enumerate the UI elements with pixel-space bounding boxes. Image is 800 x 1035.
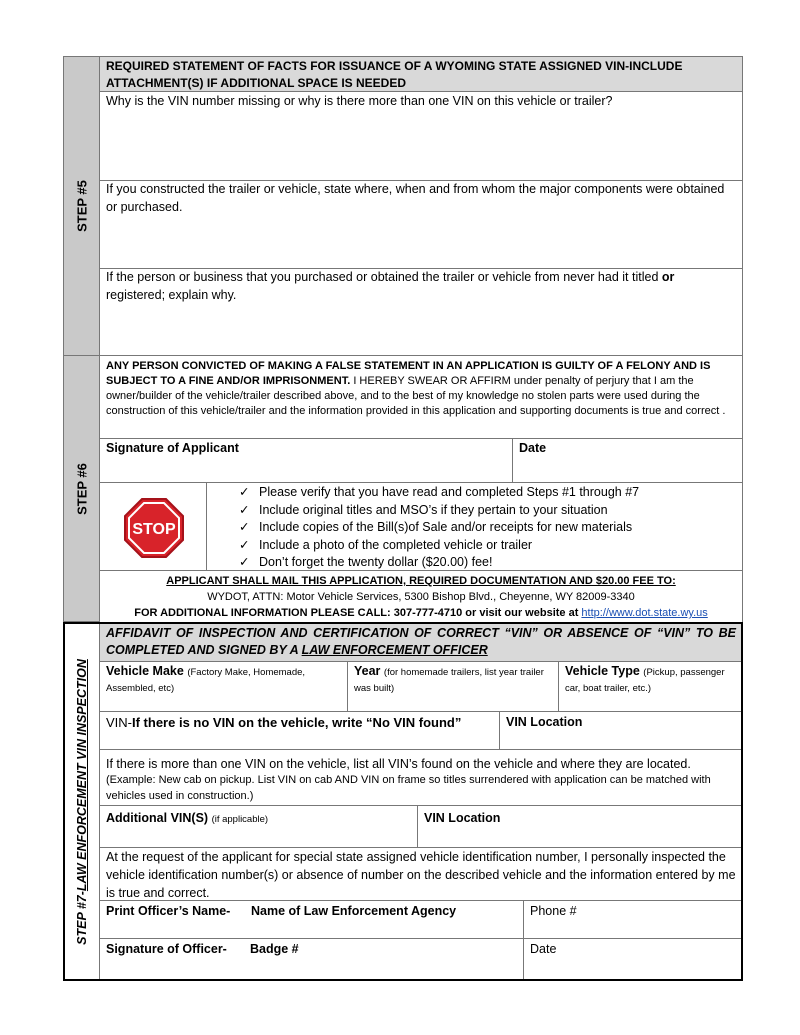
step7-label-underlined: LAW ENFORCEMENT VIN INSPECTION: [75, 658, 89, 891]
applicant-date-label: Date: [519, 441, 547, 455]
vin-location2-label: VIN Location: [424, 811, 501, 825]
checklist-item: [239, 536, 739, 554]
officer-date-field[interactable]: [524, 939, 741, 979]
print-officer-label: Print Officer’s Name-: [106, 904, 231, 918]
signature-officer-label: Signature of Officer-: [106, 942, 227, 956]
checklist-cell: [207, 483, 743, 571]
applicant-signature-field[interactable]: [100, 439, 513, 483]
vehicle-make-title: Vehicle Make: [106, 664, 184, 678]
check-icon: ✓: [239, 520, 250, 534]
vin-location-label: VIN Location: [506, 715, 583, 729]
additional-vins-note: (if applicable): [211, 814, 269, 825]
check-icon: ✓: [239, 502, 250, 517]
vehicle-type-title: Vehicle Type: [565, 664, 640, 678]
applicant-signature-label: Signature of Applicant: [106, 441, 239, 455]
step5-q3-pre: If the person or business that you purchased or obtained the trailer or vehicle from never had it titled: [106, 270, 662, 284]
affidavit-text: [106, 625, 736, 659]
checklist-item-text: Don’t forget the twenty dollar ($20.00) fee!: [259, 555, 493, 569]
multi-vin-example: (Example: New cab on pickup. List VIN on cab AND VIN on frame so titles surrendered with application can be matched with vehicles used in construction.): [106, 774, 711, 802]
affidavit-pre: AFFIDAVIT OF INSPECTION AND CERTIFICATION OF CORRECT “VIN” OR ABSENCE OF “VIN” TO BE COMPLETED AND SIGNED BY A: [106, 626, 736, 657]
step5-header-text: REQUIRED STATEMENT OF FACTS FOR ISSUANCE OF A WYOMING STATE ASSIGNED VIN-INCLUDE ATTACHMENT(S) IF ADDITIONAL SPACE IS NEEDED: [106, 59, 683, 90]
checklist-item: [239, 553, 739, 571]
certification-box: [100, 848, 741, 901]
mail-heading: APPLICANT SHALL MAIL THIS APPLICATION, REQUIRED DOCUMENTATION AND $20.00 FEE TO:: [166, 575, 676, 587]
info-text: FOR ADDITIONAL INFORMATION PLEASE CALL: 307-777-4710 or visit our website at: [134, 607, 582, 619]
vin-field[interactable]: [100, 712, 500, 750]
additional-vins-title: Additional VIN(S): [106, 811, 209, 825]
phone-field[interactable]: [524, 901, 741, 939]
mail-info-box: [100, 571, 743, 622]
step6-label: STEP #6: [74, 462, 89, 515]
officer-date-label: Date: [530, 942, 557, 956]
step5-header: [100, 56, 743, 92]
year-field[interactable]: [348, 662, 559, 712]
mail-address: WYDOT, ATTN: Motor Vehicle Services, 5300 Bishop Blvd., Cheyenne, WY 82009-3340: [207, 591, 635, 603]
step7-label: [75, 659, 89, 945]
checklist: [239, 483, 739, 571]
step5-q1-box[interactable]: [100, 92, 743, 181]
vin-label: [106, 714, 496, 732]
step5-q3-box[interactable]: [100, 269, 743, 356]
step6-warning: [106, 359, 736, 419]
affidavit-header: [100, 624, 741, 662]
vin-location-field[interactable]: [500, 712, 741, 750]
vin-prefix: VIN-: [106, 715, 132, 730]
additional-vins-label: [106, 809, 268, 827]
step5-q3-bold: or: [661, 270, 675, 284]
step7-label-pre: STEP #7-: [75, 890, 89, 945]
affidavit-link: LAW ENFORCEMENT OFFICER: [301, 643, 488, 657]
multi-vin-box: [100, 750, 741, 806]
year-title: Year: [354, 664, 381, 678]
applicant-date-field[interactable]: [513, 439, 743, 483]
step6-warning-box: [100, 356, 743, 439]
vehicle-type-note: (Pickup, passenger car, boat trailer, etc.): [565, 667, 725, 694]
step5-q2-box[interactable]: [100, 181, 743, 269]
vin-no-vin: If there is no VIN on the vehicle, write “No VIN found”: [132, 715, 462, 730]
year-note: (for homemade trailers, list year trailer was built): [354, 667, 544, 694]
officer-signature-field[interactable]: [100, 939, 524, 979]
vehicle-make-field[interactable]: [100, 662, 348, 712]
vehicle-make-label: [106, 662, 342, 696]
checklist-item: [239, 518, 739, 536]
officer-name-field[interactable]: [100, 901, 524, 939]
certification-text: At the request of the applicant for special state assigned vehicle identification number, I personally inspected the vehicle identification number(s) or absence of number on the described vehicle and the information entered by me is true and correct.: [106, 850, 736, 900]
check-icon: ✓: [239, 485, 250, 499]
checklist-item-text: Please verify that you have read and completed Steps #1 through #7: [259, 485, 640, 499]
step5-q2: If you constructed the trailer or vehicle, state where, when and from whom the major components were obtained or purchased.: [106, 182, 725, 214]
step5-label: STEP #5: [74, 180, 89, 232]
check-icon: ✓: [239, 537, 250, 552]
check-icon: ✓: [239, 555, 250, 569]
phone-label: Phone #: [530, 904, 577, 918]
stop-sign-text: STOP: [132, 521, 176, 538]
badge-label: Badge #: [250, 942, 299, 956]
additional-vins-field[interactable]: [100, 806, 418, 848]
vehicle-type-label: [565, 662, 737, 696]
step5-q3-post: registered; explain why.: [106, 288, 237, 302]
vin-location2-field[interactable]: [418, 806, 741, 848]
vehicle-make-note: (Factory Make, Homemade, Assembled, etc): [106, 667, 306, 694]
year-label: [354, 662, 554, 696]
checklist-item-text: Include a photo of the completed vehicle or trailer: [259, 537, 533, 552]
checklist-item: [239, 501, 739, 519]
step6-warning-rest: I HEREBY SWEAR OR AFFIRM under penalty of perjury that I am the owner/builder of the vehicle/trailer described above, and to the best of my knowledge no stolen parts were used during the construction of this vehicle/trailer and the information provided in this application and supporting documents is true and correct .: [106, 375, 726, 417]
step5-q3: [106, 268, 736, 304]
info-line: [100, 605, 742, 621]
agency-label: Name of Law Enforcement Agency: [251, 904, 457, 918]
step6-side-label: [63, 356, 100, 622]
step7-side-label: [65, 624, 100, 979]
checklist-item-text: Include original titles and MSO’s if they pertain to your situation: [259, 502, 608, 517]
website-link[interactable]: http://www.dot.state.wy.us: [581, 607, 708, 619]
step5-q1: Why is the VIN number missing or why is there more than one VIN on this vehicle or trailer?: [106, 94, 613, 108]
checklist-item: [239, 483, 739, 501]
stop-sign-cell: [100, 483, 207, 571]
stop-sign-icon: [123, 497, 185, 559]
vehicle-type-field[interactable]: [559, 662, 741, 712]
multi-vin-text: If there is more than one VIN on the vehicle, list all VIN’s found on the vehicle and where they are located.: [106, 757, 691, 771]
step5-side-label: [63, 56, 100, 356]
checklist-item-text: Include copies of the Bill(s)of Sale and/or receipts for new materials: [259, 520, 633, 534]
step6-warning-bold: ANY PERSON CONVICTED OF MAKING A FALSE STATEMENT IN AN APPLICATION IS GUILTY OF A FELONY AND IS SUBJECT TO A FINE AND/OR IMPRISONMENT.: [106, 360, 711, 387]
